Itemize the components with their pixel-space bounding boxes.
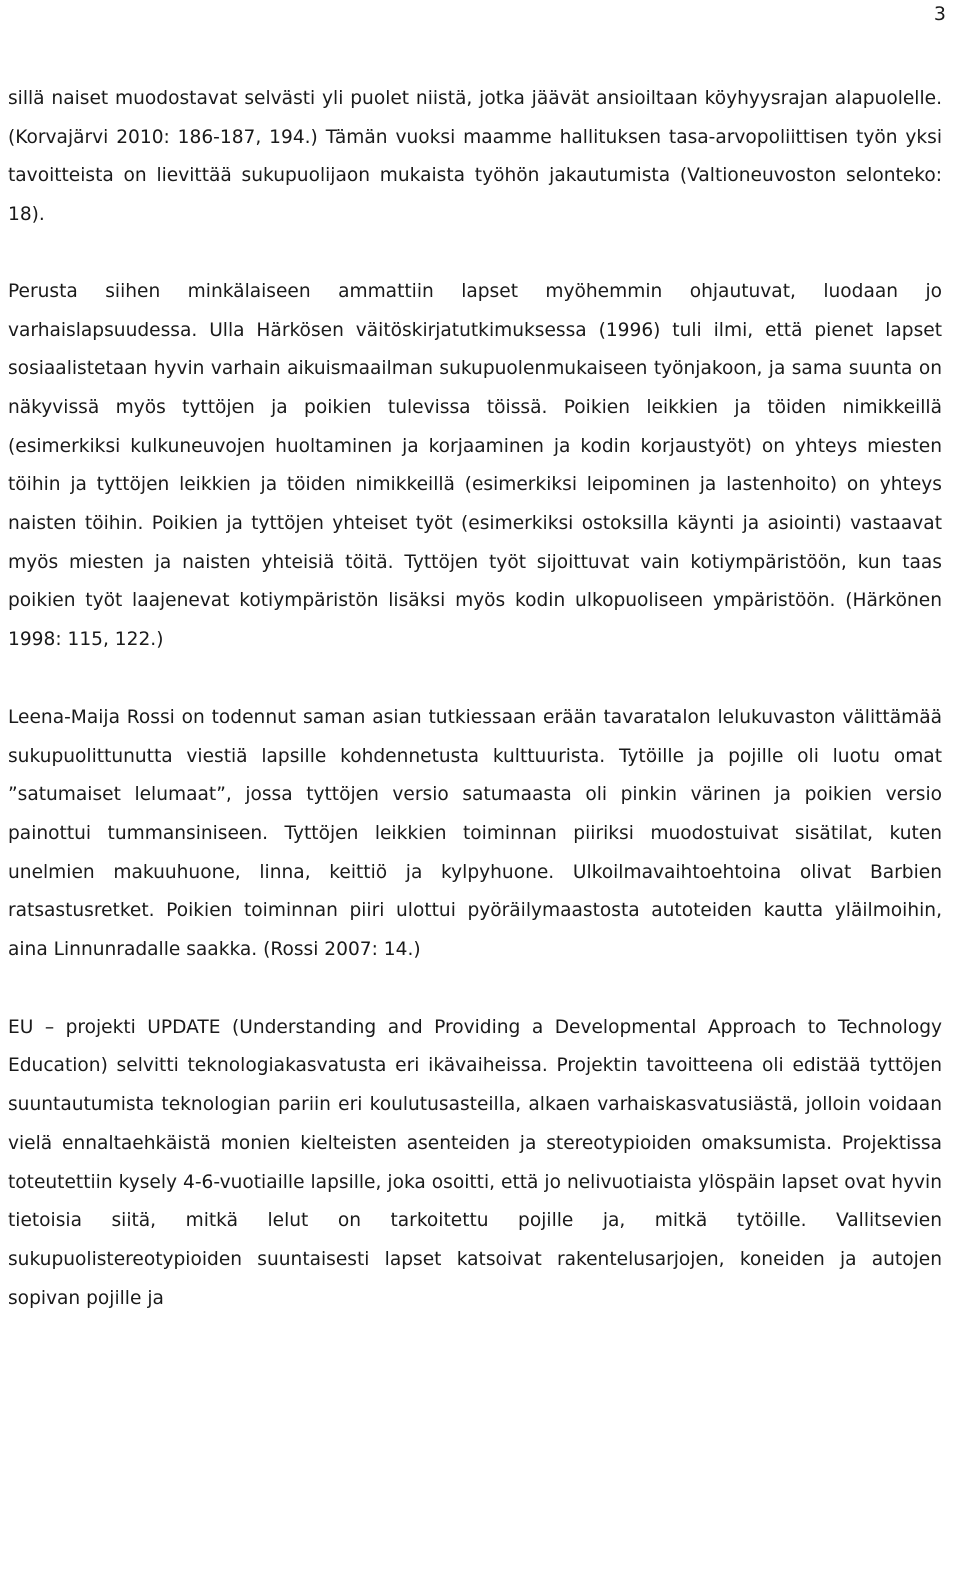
paragraph-3: Leena-Maija Rossi on todennut saman asian tutkiessaan erään tavaratalon lelukuvaston välittämää sukupuolittunutta viestiä lapsille kohdennetusta kulttuurista. Tytöille ja pojille oli luotu omat ”satumaiset lelumaat”, jossa tyttöjen versio satumaasta oli pinkin värinen ja poikien versio painottui tummansiniseen. Tyttöjen leikkien toiminnan piiriksi muodostuivat sisätilat, kuten unelmien makuuhuone, linna, keittiö ja kylpyhuone. Ulkoilmavaihtoehtoina olivat Barbien ratsastusretket. Poikien toiminnan piiri ulottui pyöräilymaastosta autoteiden kautta yläilmoihin, aina Linnunradalle saakka. (Rossi 2007: 14.)	[8, 706, 942, 961]
document-body	[8, 80, 942, 1318]
paragraph-4: EU – projekti UPDATE (Understanding and Providing a Developmental Approach to Technology Education) selvitti teknologiakasvatusta eri ikävaiheissa. Projektin tavoitteena oli edistää tyttöjen suuntautumista teknologian pariin eri koulutusasteilla, alkaen varhaiskasvatusiästä, jolloin voidaan vielä ennaltaehkäistä monien kielteisten asenteiden ja stereotypioiden omaksumista. Projektissa toteutettiin kysely 4-6-vuotiaille lapsille, joka osoitti, että jo nelivuotiaista ylöspäin lapset ovat hyvin tietoisia siitä, mitkä lelut on tarkoitettu pojille ja, mitkä tytöille. Vallitsevien sukupuolistereotypioiden suuntaisesti lapset katsoivat rakentelusarjojen, koneiden ja autojen sopivan pojille ja	[8, 1016, 942, 1309]
paragraph-2: Perusta siihen minkälaiseen ammattiin lapset myöhemmin ohjautuvat, luodaan jo varhaislapsuudessa. Ulla Härkösen väitöskirjatutkimuksessa (1996) tuli ilmi, että pienet lapset sosiaalistetaan hyvin varhain aikuismaailman sukupuolenmukaiseen työnjakoon, ja sama suunta on näkyvissä myös tyttöjen ja poikien tulevissa töissä. Poikien leikkien ja töiden nimikkeillä (esimerkiksi kulkuneuvojen huoltaminen ja korjaaminen ja kodin korjaustyöt) on yhteys miesten töihin ja tyttöjen leikkien ja töiden nimikkeillä (esimerkiksi leipominen ja lastenhoito) on yhteys naisten töihin. Poikien ja tyttöjen yhteiset työt (esimerkiksi ostoksilla käynti ja asiointi) vastaavat myös miesten ja naisten yhteisiä töitä. Tyttöjen työt sijoittuvat vain kotiympäristöön, kun taas poikien työt laajenevat kotiympäristön lisäksi myös kodin ulkopuoliseen ympäristöön. (Härkönen 1998: 115, 122.)	[8, 280, 942, 651]
paragraph-1: sillä naiset muodostavat selvästi yli puolet niistä, jotka jäävät ansioiltaan köyhyysrajan alapuolelle. (Korvajärvi 2010: 186-187, 194.) Tämän vuoksi maamme hallituksen tasa-arvopoliittisen työn yksi tavoitteista on lievittää sukupuolijaon mukaista työhön jakautumista (Valtioneuvoston selonteko: 18).	[8, 88, 942, 226]
page-number: 3	[933, 3, 946, 25]
